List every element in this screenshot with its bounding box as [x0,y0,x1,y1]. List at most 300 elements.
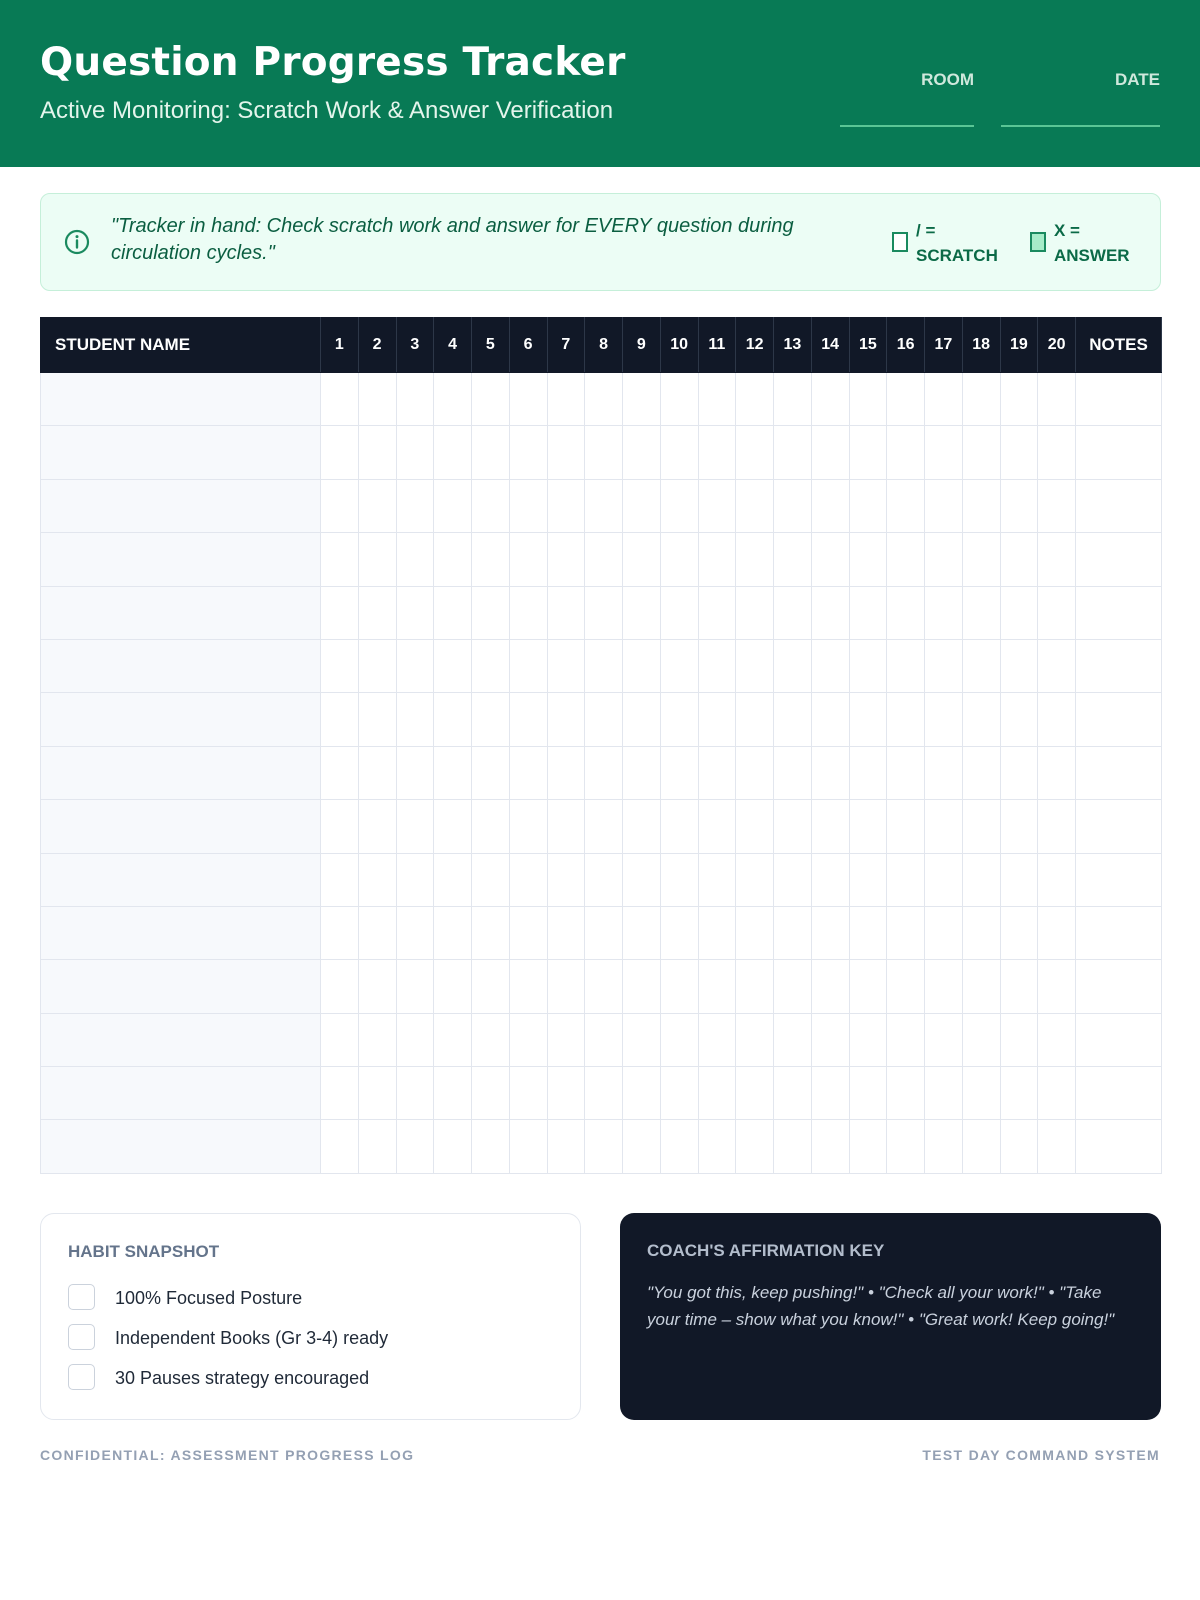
question-cell[interactable] [849,426,887,479]
question-cell[interactable] [811,479,849,532]
question-cell[interactable] [396,746,434,799]
question-cell[interactable] [472,906,510,959]
question-cell[interactable] [623,960,661,1013]
question-cell[interactable] [547,1013,585,1066]
question-cell[interactable] [925,1013,963,1066]
question-cell[interactable] [849,1013,887,1066]
question-cell[interactable] [774,746,812,799]
question-cell[interactable] [887,746,925,799]
question-cell[interactable] [849,373,887,426]
student-name-cell[interactable] [41,426,321,479]
question-cell[interactable] [849,906,887,959]
question-cell[interactable] [1000,426,1038,479]
question-cell[interactable] [849,533,887,586]
question-cell[interactable] [660,479,698,532]
question-cell[interactable] [962,639,1000,692]
question-cell[interactable] [434,639,472,692]
question-cell[interactable] [774,533,812,586]
question-cell[interactable] [1038,800,1076,853]
question-cell[interactable] [434,426,472,479]
question-cell[interactable] [736,1067,774,1120]
question-cell[interactable] [358,639,396,692]
question-cell[interactable] [962,533,1000,586]
notes-cell[interactable] [1076,479,1162,532]
question-cell[interactable] [321,693,359,746]
question-cell[interactable] [321,800,359,853]
question-cell[interactable] [887,1120,925,1173]
question-cell[interactable] [887,906,925,959]
question-cell[interactable] [660,639,698,692]
question-cell[interactable] [774,639,812,692]
question-cell[interactable] [660,906,698,959]
student-name-cell[interactable] [41,373,321,426]
question-cell[interactable] [1000,800,1038,853]
question-cell[interactable] [887,426,925,479]
question-cell[interactable] [509,479,547,532]
question-cell[interactable] [358,1120,396,1173]
question-cell[interactable] [811,746,849,799]
question-cell[interactable] [585,746,623,799]
question-cell[interactable] [1000,533,1038,586]
notes-cell[interactable] [1076,1013,1162,1066]
question-cell[interactable] [358,693,396,746]
question-cell[interactable] [660,960,698,1013]
question-cell[interactable] [585,800,623,853]
question-cell[interactable] [321,373,359,426]
question-cell[interactable] [509,853,547,906]
question-cell[interactable] [321,426,359,479]
question-cell[interactable] [1000,853,1038,906]
notes-cell[interactable] [1076,1067,1162,1120]
question-cell[interactable] [623,1067,661,1120]
question-cell[interactable] [925,1067,963,1120]
question-cell[interactable] [396,639,434,692]
question-cell[interactable] [396,586,434,639]
question-cell[interactable] [1000,586,1038,639]
question-cell[interactable] [698,533,736,586]
question-cell[interactable] [698,746,736,799]
question-cell[interactable] [509,1013,547,1066]
question-cell[interactable] [509,639,547,692]
question-cell[interactable] [434,853,472,906]
question-cell[interactable] [887,533,925,586]
question-cell[interactable] [925,479,963,532]
question-cell[interactable] [660,373,698,426]
question-cell[interactable] [660,853,698,906]
question-cell[interactable] [698,800,736,853]
question-cell[interactable] [736,800,774,853]
question-cell[interactable] [774,853,812,906]
question-cell[interactable] [434,1120,472,1173]
question-cell[interactable] [962,1013,1000,1066]
question-cell[interactable] [660,746,698,799]
question-cell[interactable] [698,1067,736,1120]
question-cell[interactable] [472,960,510,1013]
question-cell[interactable] [434,533,472,586]
question-cell[interactable] [321,1067,359,1120]
question-cell[interactable] [1038,479,1076,532]
question-cell[interactable] [925,373,963,426]
question-cell[interactable] [623,853,661,906]
question-cell[interactable] [472,1013,510,1066]
notes-cell[interactable] [1076,1120,1162,1173]
question-cell[interactable] [585,1013,623,1066]
question-cell[interactable] [434,373,472,426]
question-cell[interactable] [774,693,812,746]
question-cell[interactable] [925,426,963,479]
question-cell[interactable] [472,800,510,853]
student-name-cell[interactable] [41,693,321,746]
question-cell[interactable] [774,586,812,639]
question-cell[interactable] [849,1067,887,1120]
question-cell[interactable] [962,426,1000,479]
question-cell[interactable] [774,1013,812,1066]
question-cell[interactable] [547,693,585,746]
question-cell[interactable] [698,639,736,692]
question-cell[interactable] [1038,639,1076,692]
question-cell[interactable] [774,800,812,853]
question-cell[interactable] [396,960,434,1013]
question-cell[interactable] [962,1120,1000,1173]
question-cell[interactable] [358,960,396,1013]
student-name-cell[interactable] [41,960,321,1013]
question-cell[interactable] [925,639,963,692]
question-cell[interactable] [1038,426,1076,479]
notes-cell[interactable] [1076,960,1162,1013]
question-cell[interactable] [736,586,774,639]
student-name-cell[interactable] [41,853,321,906]
question-cell[interactable] [509,746,547,799]
question-cell[interactable] [849,960,887,1013]
question-cell[interactable] [358,746,396,799]
question-cell[interactable] [358,586,396,639]
habit-checkbox[interactable] [68,1324,95,1350]
question-cell[interactable] [698,1120,736,1173]
question-cell[interactable] [887,1013,925,1066]
question-cell[interactable] [585,1120,623,1173]
question-cell[interactable] [623,800,661,853]
question-cell[interactable] [925,800,963,853]
question-cell[interactable] [811,906,849,959]
question-cell[interactable] [623,533,661,586]
question-cell[interactable] [811,533,849,586]
question-cell[interactable] [925,960,963,1013]
question-cell[interactable] [925,1120,963,1173]
question-cell[interactable] [1038,853,1076,906]
question-cell[interactable] [434,960,472,1013]
question-cell[interactable] [849,1120,887,1173]
question-cell[interactable] [358,373,396,426]
question-cell[interactable] [396,906,434,959]
question-cell[interactable] [547,586,585,639]
question-cell[interactable] [811,853,849,906]
question-cell[interactable] [811,639,849,692]
question-cell[interactable] [396,533,434,586]
question-cell[interactable] [1000,906,1038,959]
question-cell[interactable] [547,426,585,479]
question-cell[interactable] [585,426,623,479]
question-cell[interactable] [925,746,963,799]
question-cell[interactable] [509,906,547,959]
question-cell[interactable] [962,800,1000,853]
question-cell[interactable] [698,479,736,532]
question-cell[interactable] [849,853,887,906]
question-cell[interactable] [849,746,887,799]
question-cell[interactable] [887,639,925,692]
question-cell[interactable] [358,1013,396,1066]
question-cell[interactable] [396,1067,434,1120]
question-cell[interactable] [547,373,585,426]
question-cell[interactable] [396,1013,434,1066]
question-cell[interactable] [887,800,925,853]
question-cell[interactable] [321,746,359,799]
question-cell[interactable] [585,853,623,906]
question-cell[interactable] [736,746,774,799]
notes-cell[interactable] [1076,586,1162,639]
question-cell[interactable] [585,639,623,692]
question-cell[interactable] [321,1013,359,1066]
question-cell[interactable] [434,1067,472,1120]
question-cell[interactable] [849,479,887,532]
question-cell[interactable] [509,960,547,1013]
question-cell[interactable] [660,586,698,639]
date-field[interactable] [1001,70,1160,90]
question-cell[interactable] [887,693,925,746]
question-cell[interactable] [585,533,623,586]
notes-cell[interactable] [1076,800,1162,853]
question-cell[interactable] [396,800,434,853]
question-cell[interactable] [509,800,547,853]
question-cell[interactable] [1038,1013,1076,1066]
question-cell[interactable] [736,639,774,692]
question-cell[interactable] [396,853,434,906]
question-cell[interactable] [736,906,774,959]
question-cell[interactable] [547,746,585,799]
question-cell[interactable] [1000,373,1038,426]
question-cell[interactable] [811,373,849,426]
question-cell[interactable] [774,426,812,479]
question-cell[interactable] [472,639,510,692]
notes-cell[interactable] [1076,639,1162,692]
question-cell[interactable] [849,586,887,639]
date-input-line[interactable] [1001,125,1160,127]
question-cell[interactable] [321,533,359,586]
question-cell[interactable] [1000,479,1038,532]
question-cell[interactable] [547,1067,585,1120]
question-cell[interactable] [585,479,623,532]
question-cell[interactable] [509,693,547,746]
question-cell[interactable] [1038,533,1076,586]
question-cell[interactable] [585,586,623,639]
question-cell[interactable] [849,639,887,692]
question-cell[interactable] [811,800,849,853]
question-cell[interactable] [585,960,623,1013]
question-cell[interactable] [962,960,1000,1013]
notes-cell[interactable] [1076,426,1162,479]
student-name-cell[interactable] [41,906,321,959]
question-cell[interactable] [887,960,925,1013]
student-name-cell[interactable] [41,533,321,586]
question-cell[interactable] [736,533,774,586]
question-cell[interactable] [925,586,963,639]
question-cell[interactable] [358,426,396,479]
question-cell[interactable] [1038,746,1076,799]
question-cell[interactable] [321,639,359,692]
question-cell[interactable] [1038,1067,1076,1120]
question-cell[interactable] [472,373,510,426]
question-cell[interactable] [547,639,585,692]
question-cell[interactable] [396,1120,434,1173]
question-cell[interactable] [509,1120,547,1173]
student-name-cell[interactable] [41,586,321,639]
question-cell[interactable] [698,853,736,906]
notes-cell[interactable] [1076,746,1162,799]
question-cell[interactable] [472,1067,510,1120]
question-cell[interactable] [358,906,396,959]
question-cell[interactable] [547,479,585,532]
question-cell[interactable] [1000,639,1038,692]
question-cell[interactable] [585,373,623,426]
question-cell[interactable] [1000,693,1038,746]
question-cell[interactable] [962,1067,1000,1120]
notes-cell[interactable] [1076,533,1162,586]
question-cell[interactable] [698,373,736,426]
question-cell[interactable] [1038,906,1076,959]
question-cell[interactable] [736,1120,774,1173]
question-cell[interactable] [434,746,472,799]
student-name-cell[interactable] [41,746,321,799]
room-input-line[interactable] [840,125,974,127]
question-cell[interactable] [472,853,510,906]
question-cell[interactable] [925,533,963,586]
question-cell[interactable] [396,479,434,532]
question-cell[interactable] [509,586,547,639]
student-name-cell[interactable] [41,1067,321,1120]
notes-cell[interactable] [1076,853,1162,906]
student-name-cell[interactable] [41,1120,321,1173]
question-cell[interactable] [736,373,774,426]
question-cell[interactable] [811,1013,849,1066]
question-cell[interactable] [1000,960,1038,1013]
question-cell[interactable] [774,1120,812,1173]
question-cell[interactable] [434,479,472,532]
question-cell[interactable] [925,906,963,959]
student-name-cell[interactable] [41,479,321,532]
question-cell[interactable] [698,1013,736,1066]
question-cell[interactable] [321,906,359,959]
question-cell[interactable] [623,373,661,426]
question-cell[interactable] [811,960,849,1013]
question-cell[interactable] [736,426,774,479]
question-cell[interactable] [623,693,661,746]
question-cell[interactable] [358,853,396,906]
question-cell[interactable] [698,906,736,959]
question-cell[interactable] [321,1120,359,1173]
question-cell[interactable] [698,960,736,1013]
question-cell[interactable] [887,479,925,532]
question-cell[interactable] [887,853,925,906]
question-cell[interactable] [472,533,510,586]
question-cell[interactable] [962,693,1000,746]
question-cell[interactable] [660,1120,698,1173]
question-cell[interactable] [1000,1120,1038,1173]
question-cell[interactable] [962,853,1000,906]
question-cell[interactable] [1038,693,1076,746]
question-cell[interactable] [736,693,774,746]
question-cell[interactable] [396,426,434,479]
question-cell[interactable] [736,960,774,1013]
question-cell[interactable] [1000,746,1038,799]
question-cell[interactable] [811,1120,849,1173]
question-cell[interactable] [321,960,359,1013]
question-cell[interactable] [358,1067,396,1120]
question-cell[interactable] [547,800,585,853]
question-cell[interactable] [811,693,849,746]
question-cell[interactable] [396,373,434,426]
question-cell[interactable] [623,586,661,639]
question-cell[interactable] [660,693,698,746]
question-cell[interactable] [321,479,359,532]
notes-cell[interactable] [1076,693,1162,746]
question-cell[interactable] [623,1013,661,1066]
question-cell[interactable] [585,693,623,746]
question-cell[interactable] [1038,960,1076,1013]
question-cell[interactable] [925,693,963,746]
question-cell[interactable] [509,373,547,426]
question-cell[interactable] [887,373,925,426]
question-cell[interactable] [358,533,396,586]
question-cell[interactable] [547,960,585,1013]
question-cell[interactable] [547,906,585,959]
question-cell[interactable] [774,479,812,532]
question-cell[interactable] [509,1067,547,1120]
question-cell[interactable] [962,373,1000,426]
student-name-cell[interactable] [41,1013,321,1066]
question-cell[interactable] [585,906,623,959]
student-name-cell[interactable] [41,639,321,692]
room-field[interactable] [840,70,974,90]
question-cell[interactable] [1038,586,1076,639]
question-cell[interactable] [434,906,472,959]
question-cell[interactable] [962,906,1000,959]
question-cell[interactable] [1000,1067,1038,1120]
question-cell[interactable] [811,586,849,639]
question-cell[interactable] [698,426,736,479]
question-cell[interactable] [962,746,1000,799]
question-cell[interactable] [811,426,849,479]
question-cell[interactable] [623,746,661,799]
question-cell[interactable] [698,586,736,639]
question-cell[interactable] [1038,1120,1076,1173]
question-cell[interactable] [434,800,472,853]
question-cell[interactable] [472,1120,510,1173]
question-cell[interactable] [472,586,510,639]
question-cell[interactable] [358,800,396,853]
question-cell[interactable] [849,800,887,853]
question-cell[interactable] [849,693,887,746]
notes-cell[interactable] [1076,373,1162,426]
question-cell[interactable] [660,800,698,853]
question-cell[interactable] [547,1120,585,1173]
question-cell[interactable] [434,693,472,746]
question-cell[interactable] [623,639,661,692]
question-cell[interactable] [736,479,774,532]
question-cell[interactable] [321,586,359,639]
notes-cell[interactable] [1076,906,1162,959]
question-cell[interactable] [736,853,774,906]
question-cell[interactable] [774,1067,812,1120]
question-cell[interactable] [962,586,1000,639]
